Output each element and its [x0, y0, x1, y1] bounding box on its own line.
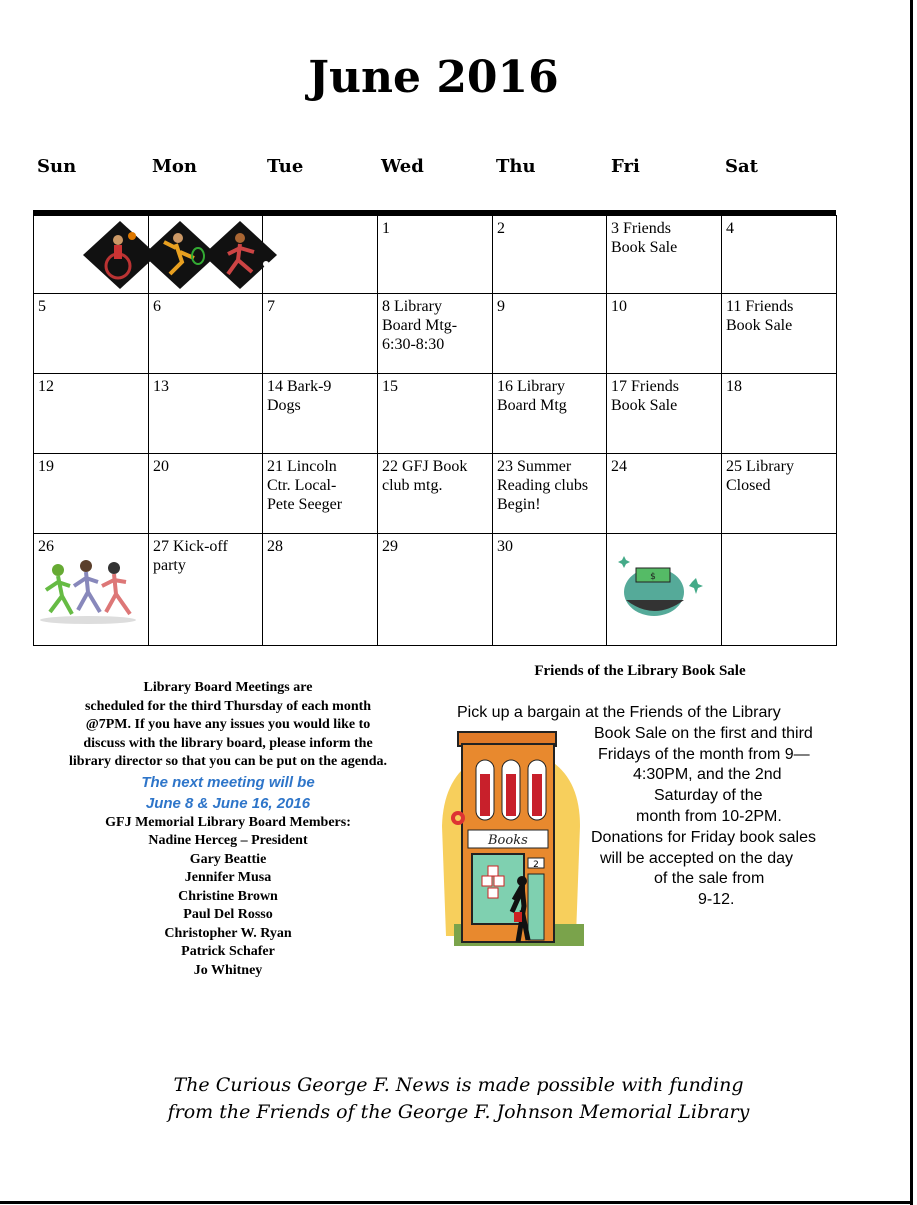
day-entry-text: 8 Library	[382, 298, 442, 315]
weekday-label: Sun	[37, 156, 77, 177]
book-sale-line: Donations for Friday book sales	[591, 828, 816, 846]
day-entry-text: Pete Seeger	[267, 496, 343, 513]
board-info-line: @7PM. If you have any issues you would like to	[85, 717, 371, 732]
day-entry-text: 29	[382, 538, 398, 555]
page-title: June 2016	[308, 52, 559, 103]
calendar-day-cell	[148, 373, 263, 454]
weekday-label: Tue	[267, 156, 304, 177]
day-entry-text: Board Mtg-	[382, 317, 458, 334]
book-sale-line: 4:30PM, and the 2nd	[633, 766, 782, 784]
day-entry-text: 10	[611, 298, 627, 315]
page-border	[0, 1201, 913, 1204]
calendar-day-cell	[492, 293, 607, 374]
day-entry-text: Ctr. Local-	[267, 477, 337, 494]
day-entry-text: club mtg.	[382, 477, 443, 494]
calendar-day-cell	[33, 453, 149, 534]
board-info-line: discuss with the library board, please inform the	[83, 735, 373, 751]
day-entry-text: Book Sale	[611, 397, 678, 414]
day-entry-text: Closed	[726, 477, 771, 494]
day-entry-text: 30	[497, 538, 513, 555]
calendar-day-cell	[721, 215, 837, 294]
book-sale-line: Book Sale on the first and third	[594, 724, 813, 742]
calendar-day-cell	[492, 453, 607, 534]
footer-line: The Curious George F. News is made possible with funding	[173, 1074, 744, 1096]
calendar-day-cell	[262, 453, 378, 534]
day-entry-text: 2	[497, 220, 505, 237]
board-member: Jennifer Musa	[184, 870, 272, 885]
runners-clipart	[38, 556, 144, 626]
calendar-day-cell	[606, 215, 722, 294]
board-member: Christine Brown	[178, 888, 278, 904]
calendar-day-cell	[377, 373, 493, 454]
day-entry-text: 16 Library	[497, 378, 565, 395]
day-entry-text: 7	[267, 298, 275, 315]
board-member: Gary Beattie	[189, 851, 267, 867]
weekday-label: Mon	[152, 156, 198, 177]
calendar-day-cell	[377, 453, 493, 534]
day-entry-text: Dogs	[267, 397, 301, 414]
calendar-day-cell	[606, 373, 722, 454]
day-entry-text: 1	[382, 220, 390, 237]
day-entry-text: Reading clubs	[497, 477, 589, 494]
day-entry-text: Book Sale	[726, 317, 793, 334]
book-sale-line: 9-12.	[698, 891, 735, 909]
day-entry-text: 4	[726, 220, 734, 237]
page-border	[910, 0, 913, 1205]
day-entry-text: 20	[153, 458, 169, 475]
weekday-label: Wed	[381, 156, 424, 177]
day-entry-text: 23 Summer	[497, 458, 572, 475]
weekday-label: Thu	[496, 156, 536, 177]
day-entry-text: 21 Lincoln	[267, 458, 337, 475]
day-entry-text: 5	[38, 298, 46, 315]
calendar-day-cell	[262, 293, 378, 374]
footer-line: from the Friends of the George F. Johnson Memorial Library	[167, 1101, 750, 1123]
book-sale-heading: Friends of the Library Book Sale	[534, 663, 746, 679]
calendar-day-cell	[33, 293, 149, 374]
sports-clipart	[80, 218, 320, 292]
day-entry-text: 22 GFJ Book	[382, 458, 468, 475]
calendar-day-cell	[606, 293, 722, 374]
calendar-day-cell	[148, 533, 263, 646]
calendar-day-cell	[721, 453, 837, 534]
board-member: Nadine Herceg – President	[148, 833, 308, 848]
board-info-line: library director so that you can be put on the agenda.	[69, 754, 387, 769]
day-entry-text: Board Mtg	[497, 397, 567, 414]
day-entry-text: Begin!	[497, 496, 541, 513]
calendar-day-cell	[606, 453, 722, 534]
day-entry-text: 19	[38, 458, 54, 475]
calendar-day-cell	[148, 453, 263, 534]
next-meeting-line: June 8 & June 16, 2016	[145, 794, 311, 812]
bookstore-clipart	[432, 726, 588, 950]
day-entry-text: 6:30-8:30	[382, 336, 445, 353]
board-member: Jo Whitney	[193, 962, 263, 978]
day-entry-text: 18	[726, 378, 742, 395]
money-bag-clipart	[614, 552, 706, 624]
day-entry-text: 26	[38, 538, 54, 555]
calendar-day-cell	[492, 215, 607, 294]
calendar-day-cell	[148, 293, 263, 374]
book-sale-line: will be accepted on the day	[600, 849, 794, 867]
day-entry-text: 14 Bark-9	[267, 378, 332, 395]
day-entry-text: 25 Library	[726, 458, 794, 475]
store-sign: Books	[488, 833, 528, 848]
board-member: Christopher W. Ryan	[164, 925, 292, 941]
calendar-day-cell	[262, 373, 378, 454]
store-number: 2	[533, 860, 539, 870]
calendar-day-cell	[721, 293, 837, 374]
weekday-label: Fri	[611, 156, 640, 177]
day-entry-text: 13	[153, 378, 169, 395]
calendar-day-cell	[721, 373, 837, 454]
calendar-day-cell	[33, 373, 149, 454]
svg-text:$: $	[650, 572, 656, 582]
book-sale-line: month from 10-2PM.	[636, 808, 782, 825]
calendar-day-cell	[721, 533, 837, 646]
board-info-line: scheduled for the third Thursday of each month	[84, 698, 372, 714]
day-entry-text: 24	[611, 458, 627, 475]
book-sale-line: of the sale from	[654, 870, 765, 888]
day-entry-text: 9	[497, 298, 505, 315]
day-entry-text: party	[153, 557, 186, 574]
calendar-day-cell	[377, 215, 493, 294]
next-meeting-line: The next meeting will be	[141, 773, 315, 791]
day-entry-text: 3 Friends	[611, 220, 671, 237]
calendar-day-cell	[492, 373, 607, 454]
book-sale-line: Fridays of the month from 9—	[598, 745, 810, 763]
day-entry-text: 15	[382, 378, 398, 395]
day-entry-text: 28	[267, 538, 283, 555]
day-entry-text: 12	[38, 378, 54, 395]
day-entry-text: 17 Friends	[611, 378, 679, 395]
calendar-day-cell	[262, 533, 378, 646]
day-entry-text: 6	[153, 298, 161, 315]
board-info-line: Library Board Meetings are	[143, 680, 313, 695]
book-sale-line: Pick up a bargain at the Friends of the Library	[457, 704, 781, 721]
day-entry-text: Book Sale	[611, 239, 678, 256]
book-sale-line: Saturday of the	[654, 787, 763, 805]
day-entry-text: 27 Kick-off	[153, 538, 228, 555]
members-heading: GFJ Memorial Library Board Members:	[105, 814, 351, 830]
board-member: Paul Del Rosso	[183, 907, 273, 922]
calendar-day-cell	[377, 533, 493, 646]
calendar-day-cell	[492, 533, 607, 646]
board-member: Patrick Schafer	[181, 944, 275, 959]
day-entry-text: 11 Friends	[726, 298, 794, 315]
weekday-label: Sat	[725, 156, 758, 177]
calendar-day-cell	[377, 293, 493, 374]
board-meeting-info	[33, 679, 423, 980]
